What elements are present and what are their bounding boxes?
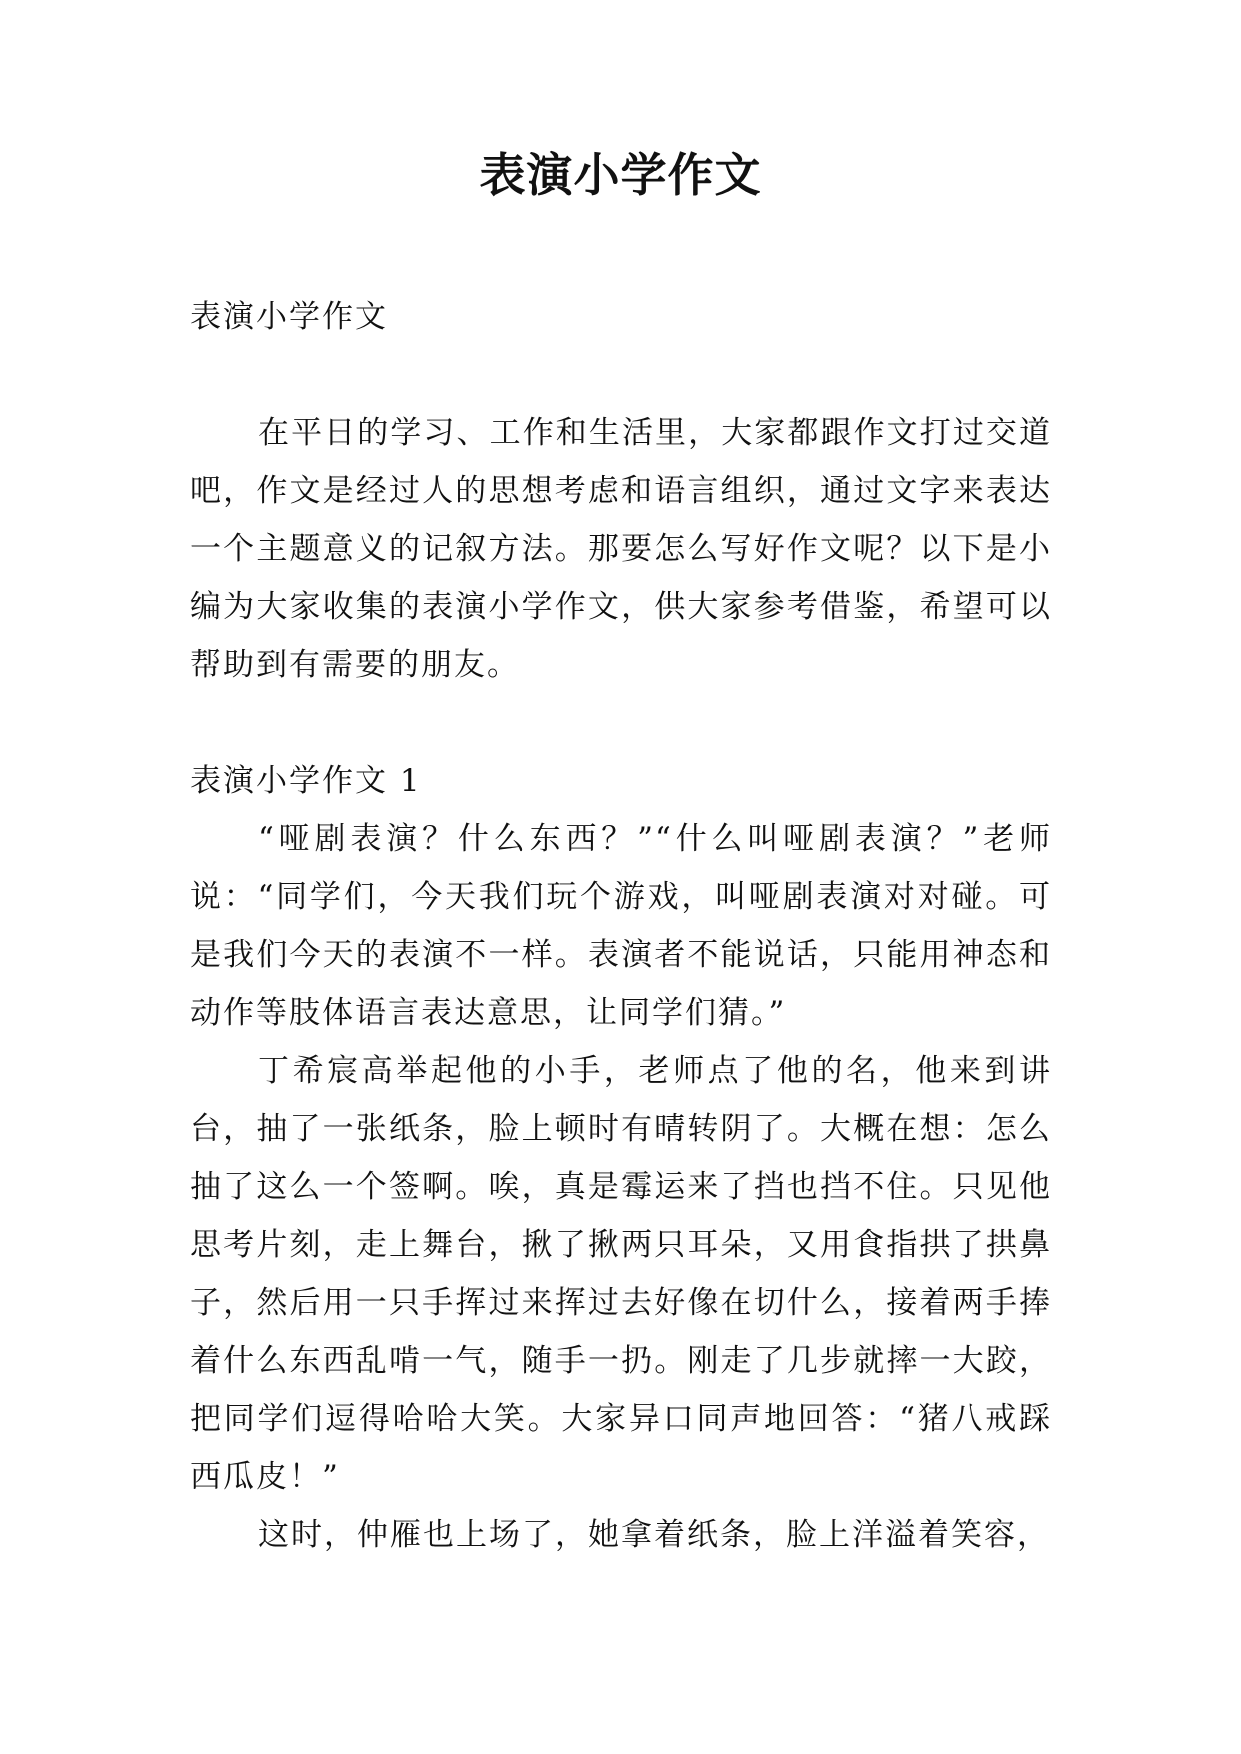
essay-paragraph: 丁希宸高举起他的小手，老师点了他的名，他来到讲台，抽了一张纸条，脸上顿时有晴转阴了。大概在想：怎么抽了这么一个签啊。唉，真是霉运来了挡也挡不住。只见他思考片刻，走上舞台，揪了揪两只耳朵，又用食指拱了拱鼻子，然后用一只手挥过来挥过去好像在切什么，接着两手捧着什么东西乱啃一气，随手一扔。刚走了几步就摔一大跤，把同学们逗得哈哈大笑。大家异口同声地回答：“猪八戒踩西瓜皮！” bbox=[190, 1053, 1052, 1495]
intro-paragraph: 在平日的学习、工作和生活里，大家都跟作文打过交道吧，作文是经过人的思想考虑和语言组织，通过文字来表达一个主题意义的记叙方法。那要怎么写好作文呢？以下是小编为大家收集的表演小学作文，供大家参考借鉴，希望可以帮助到有需要的朋友。 bbox=[190, 415, 1052, 683]
essay-heading: 表演小学作文 1 bbox=[190, 763, 422, 799]
essay-paragraph: “哑剧表演？什么东西？”“什么叫哑剧表演？”老师说：“同学们，今天我们玩个游戏，叫哑剧表演对对碰。可是我们今天的表演不一样。表演者不能说话，只能用神态和动作等肢体语言表达意思，让同学们猜。” bbox=[190, 821, 1052, 1031]
document-subtitle: 表演小学作文 bbox=[190, 299, 388, 335]
essay-paragraph: 这时，仲雁也上场了，她拿着纸条，脸上洋溢着笑容， bbox=[258, 1517, 1050, 1553]
document-title: 表演小学作文 bbox=[479, 148, 762, 202]
document-body bbox=[190, 288, 1052, 1564]
